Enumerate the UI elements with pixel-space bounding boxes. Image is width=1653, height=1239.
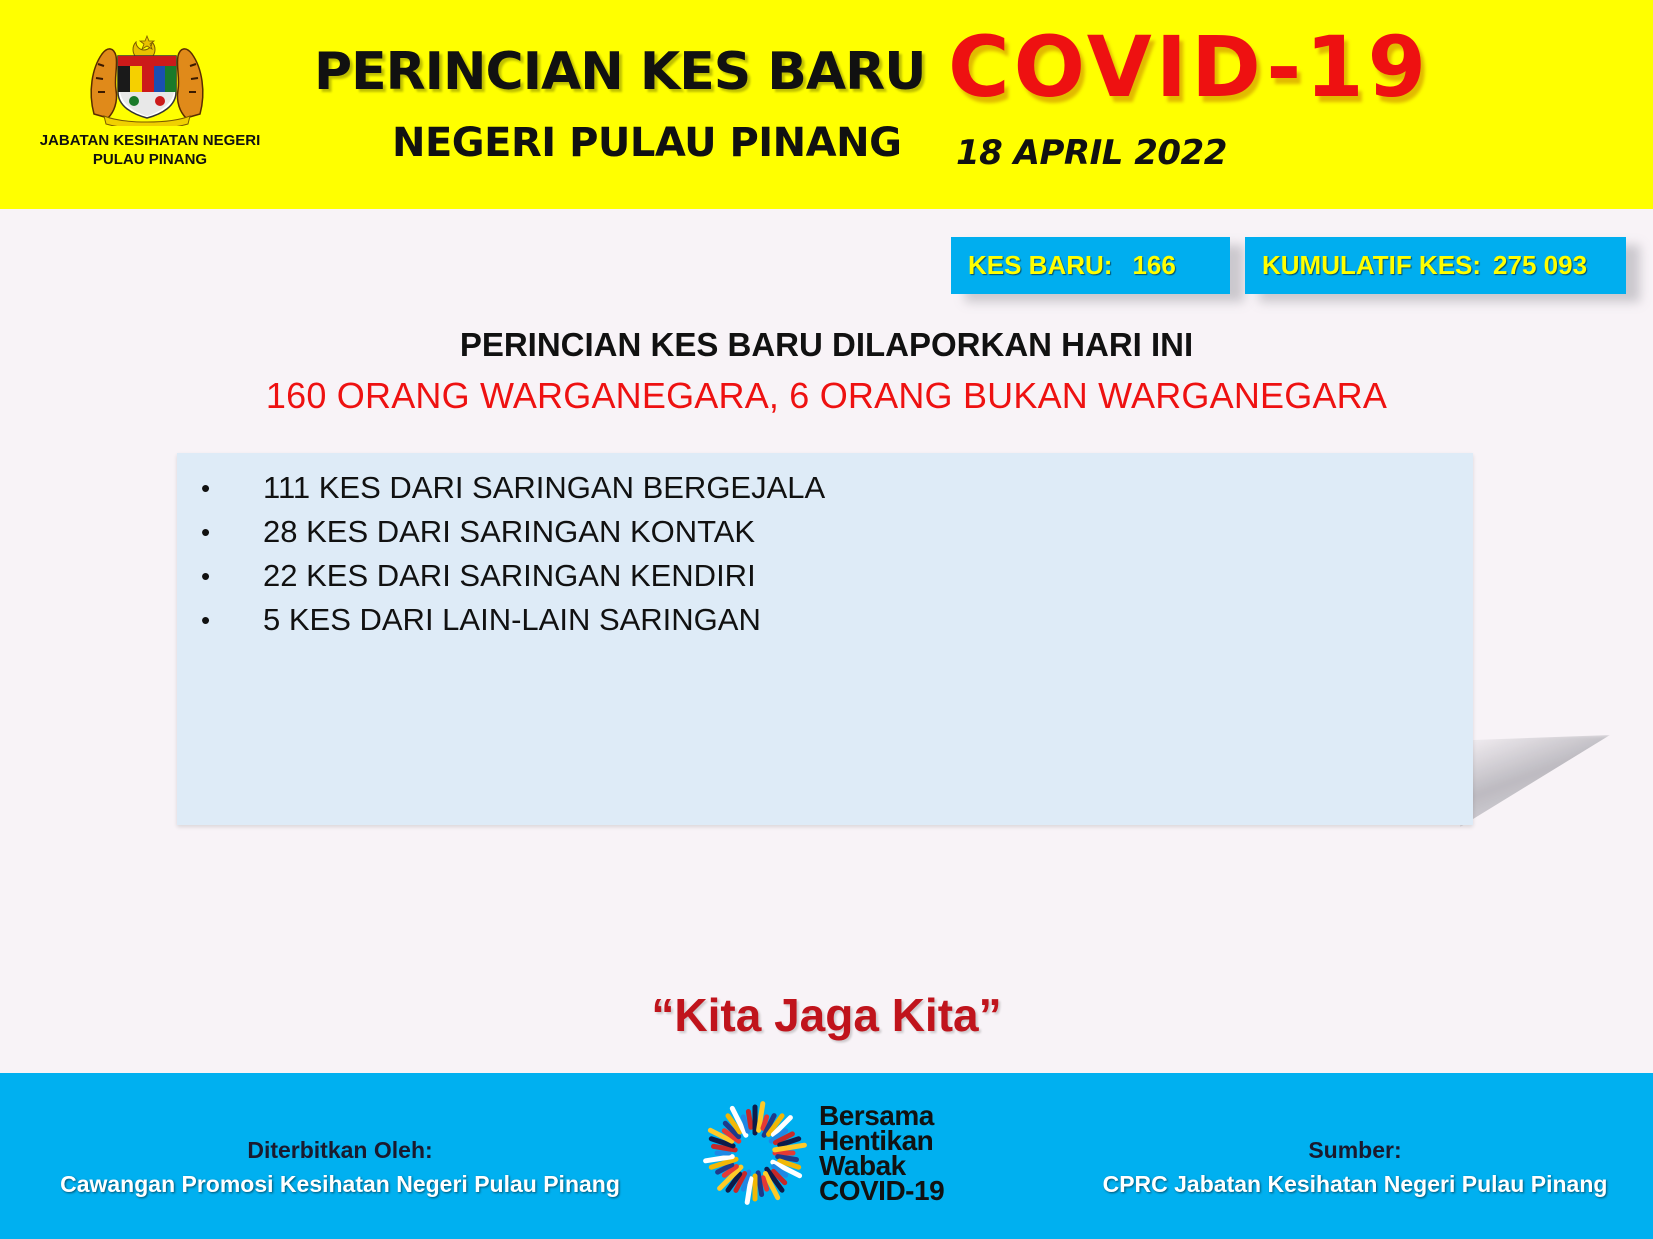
bullet-icon: • [201, 560, 211, 591]
list-item-text: 111 KES DARI SARINGAN BERGEJALA [263, 470, 826, 505]
sunburst-ray [748, 1112, 751, 1128]
sunburst-ray [758, 1173, 762, 1195]
department-name: JABATAN KESIHATAN NEGERI PULAU PINANG [39, 132, 261, 168]
publisher-name: Cawangan Promosi Kesihatan Negeri Pulau Pinang [60, 1171, 620, 1197]
new-cases-label: KES BARU: [968, 250, 1113, 280]
list-item [193, 598, 825, 642]
list-item-text: 5 KES DARI LAIN-LAIN SARINGAN [263, 602, 761, 637]
source-block [1040, 1133, 1653, 1201]
list-item [193, 466, 825, 510]
campaign-line: Bersama [819, 1100, 934, 1131]
list-item [193, 554, 825, 598]
covid-title: COVID-19 [948, 18, 1431, 116]
page-title: PERINCIAN KES BARU [314, 42, 926, 102]
footer-banner [0, 1073, 1653, 1239]
list-item [193, 510, 825, 554]
case-breakdown-list [193, 466, 825, 642]
publisher-label: Diterbitkan Oleh: [247, 1137, 433, 1163]
report-date: 18 APRIL 2022 [956, 133, 1227, 173]
slogan: “Kita Jaga Kita” [651, 989, 1002, 1041]
new-cases-value: 166 [1132, 250, 1176, 280]
cumulative-cases-label: KUMULATIF KES: [1262, 250, 1482, 280]
source-label: Sumber: [1308, 1137, 1402, 1163]
list-item-text: 22 KES DARI SARINGAN KENDIRI [263, 558, 756, 593]
sunburst-ray [763, 1178, 767, 1189]
citizenship-summary: 160 ORANG WARGANEGARA, 6 ORANG BUKAN WARGANEGARA [265, 375, 1388, 416]
cumulative-cases-box [1245, 237, 1626, 294]
new-cases-box [951, 237, 1230, 294]
cumulative-cases-value: 275 093 [1493, 250, 1588, 280]
bullet-icon: • [201, 472, 211, 503]
bullet-icon: • [201, 604, 211, 635]
campaign-line: COVID-19 [819, 1175, 945, 1206]
sunburst-ring-icon [700, 1097, 810, 1209]
campaign-line: Wabak [819, 1150, 906, 1181]
list-item-text: 28 KES DARI SARINGAN KONTAK [263, 514, 756, 549]
source-name: CPRC Jabatan Kesihatan Negeri Pulau Pinang [1102, 1171, 1608, 1197]
coat-of-arms-icon [84, 34, 210, 126]
details-heading: PERINCIAN KES BARU DILAPORKAN HARI INI [459, 326, 1194, 363]
header-banner [0, 0, 1653, 209]
panel-shadow [1460, 735, 1610, 827]
bullet-icon: • [201, 516, 211, 547]
case-details-panel [177, 453, 1473, 825]
publisher-block [30, 1133, 650, 1201]
campaign-line: Hentikan [819, 1125, 934, 1156]
state-subtitle: NEGERI PULAU PINANG [392, 120, 902, 166]
campaign-text [819, 1100, 945, 1206]
